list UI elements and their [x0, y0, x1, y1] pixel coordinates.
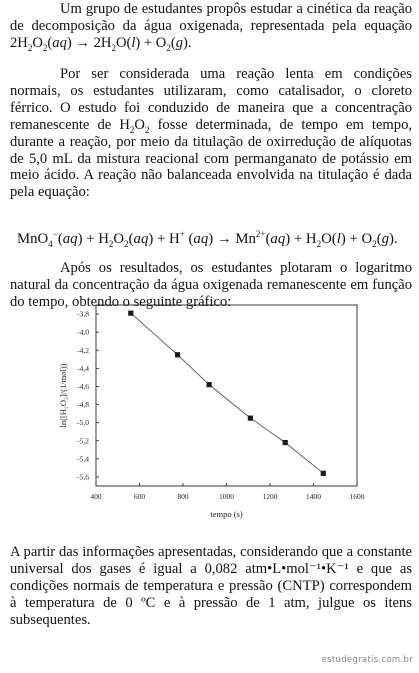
- y-tick-label: -5,4: [77, 454, 89, 464]
- x-tick-label: 400: [90, 492, 102, 501]
- data-point: [128, 311, 133, 316]
- y-tick-label: -4,8: [77, 400, 89, 410]
- closing-paragraph: A partir das informações apresentadas, considerando que a constante universal dos gases é igual a 0,082 atm•L•mol⁻¹•K⁻¹ e que as condições normais de temperatura e pressão (CNTP) correspondem à temperatura de 0 ºC e à pressão de 1 atm, julgue os itens subsequentes.: [10, 544, 412, 628]
- y-tick-label: -3,8: [77, 309, 89, 319]
- y-tick-label: -4,6: [77, 381, 89, 391]
- x-tick-label: 1000: [219, 492, 234, 501]
- method-paragraph: Por ser considerada uma reação lenta em condições normais, os estudantes utilizaram, como catalisador, o cloreto férrico. O estudo foi conduzido de maneira que a concentração remanescente de $H_2O_2$ fosse determinada, de tempo em tempo, durante a reação, por meio da titulação de oxirredução de alíquotas de 5,0 mL da mistura reacional com permanganato de potássio em meio ácido. A reação não balanceada envolvida na titulação é dada pela equação:: [10, 66, 413, 201]
- y-tick-label: -4,0: [77, 327, 89, 337]
- x-tick-label: 1400: [306, 492, 321, 501]
- y-axis-label: ln([H₂O₂]/(1/mol)): [58, 363, 68, 428]
- data-point: [283, 440, 288, 445]
- ln-concentration-chart: [10, 294, 412, 526]
- y-tick-label: -5,6: [77, 472, 89, 482]
- y-tick-label: -4,4: [77, 363, 89, 373]
- x-tick-label: 600: [133, 492, 146, 501]
- x-tick-label: 1600: [349, 492, 365, 501]
- titration-equation: $MnO_4^-(aq) + H_2O_2(aq) + H^+$ $(aq) \to Mn^{2+}(aq) + H_2O(l) + O_2(g)$.: [17, 229, 398, 249]
- y-tick-label: -5,0: [77, 418, 89, 428]
- data-point: [207, 382, 212, 387]
- intro-paragraph: Um grupo de estudantes propôs estudar a cinética da reação de decomposição da água oxigenada, representada pela equação $2H_2O_2(aq) \to 2H_2O(l) + O_2(g)$.: [10, 1, 412, 53]
- plot-frame: [96, 305, 357, 486]
- results-paragraph: Após os resultados, os estudantes plotaram o logaritmo natural da concentração da água oxigenada remanescente em função do tempo, obtendo o seguinte gráfico:: [10, 260, 412, 310]
- y-tick-label: -5,2: [77, 436, 89, 446]
- x-tick-label: 800: [177, 492, 189, 501]
- x-tick-label: 1200: [262, 492, 278, 501]
- data-point: [248, 416, 253, 421]
- y-tick-label: -4,2: [77, 345, 89, 355]
- site-watermark: estudegratis.com.br: [321, 655, 413, 665]
- data-point: [175, 352, 180, 357]
- data-point: [321, 471, 326, 476]
- series-line: [131, 313, 323, 473]
- x-axis-label: tempo (s): [210, 509, 243, 519]
